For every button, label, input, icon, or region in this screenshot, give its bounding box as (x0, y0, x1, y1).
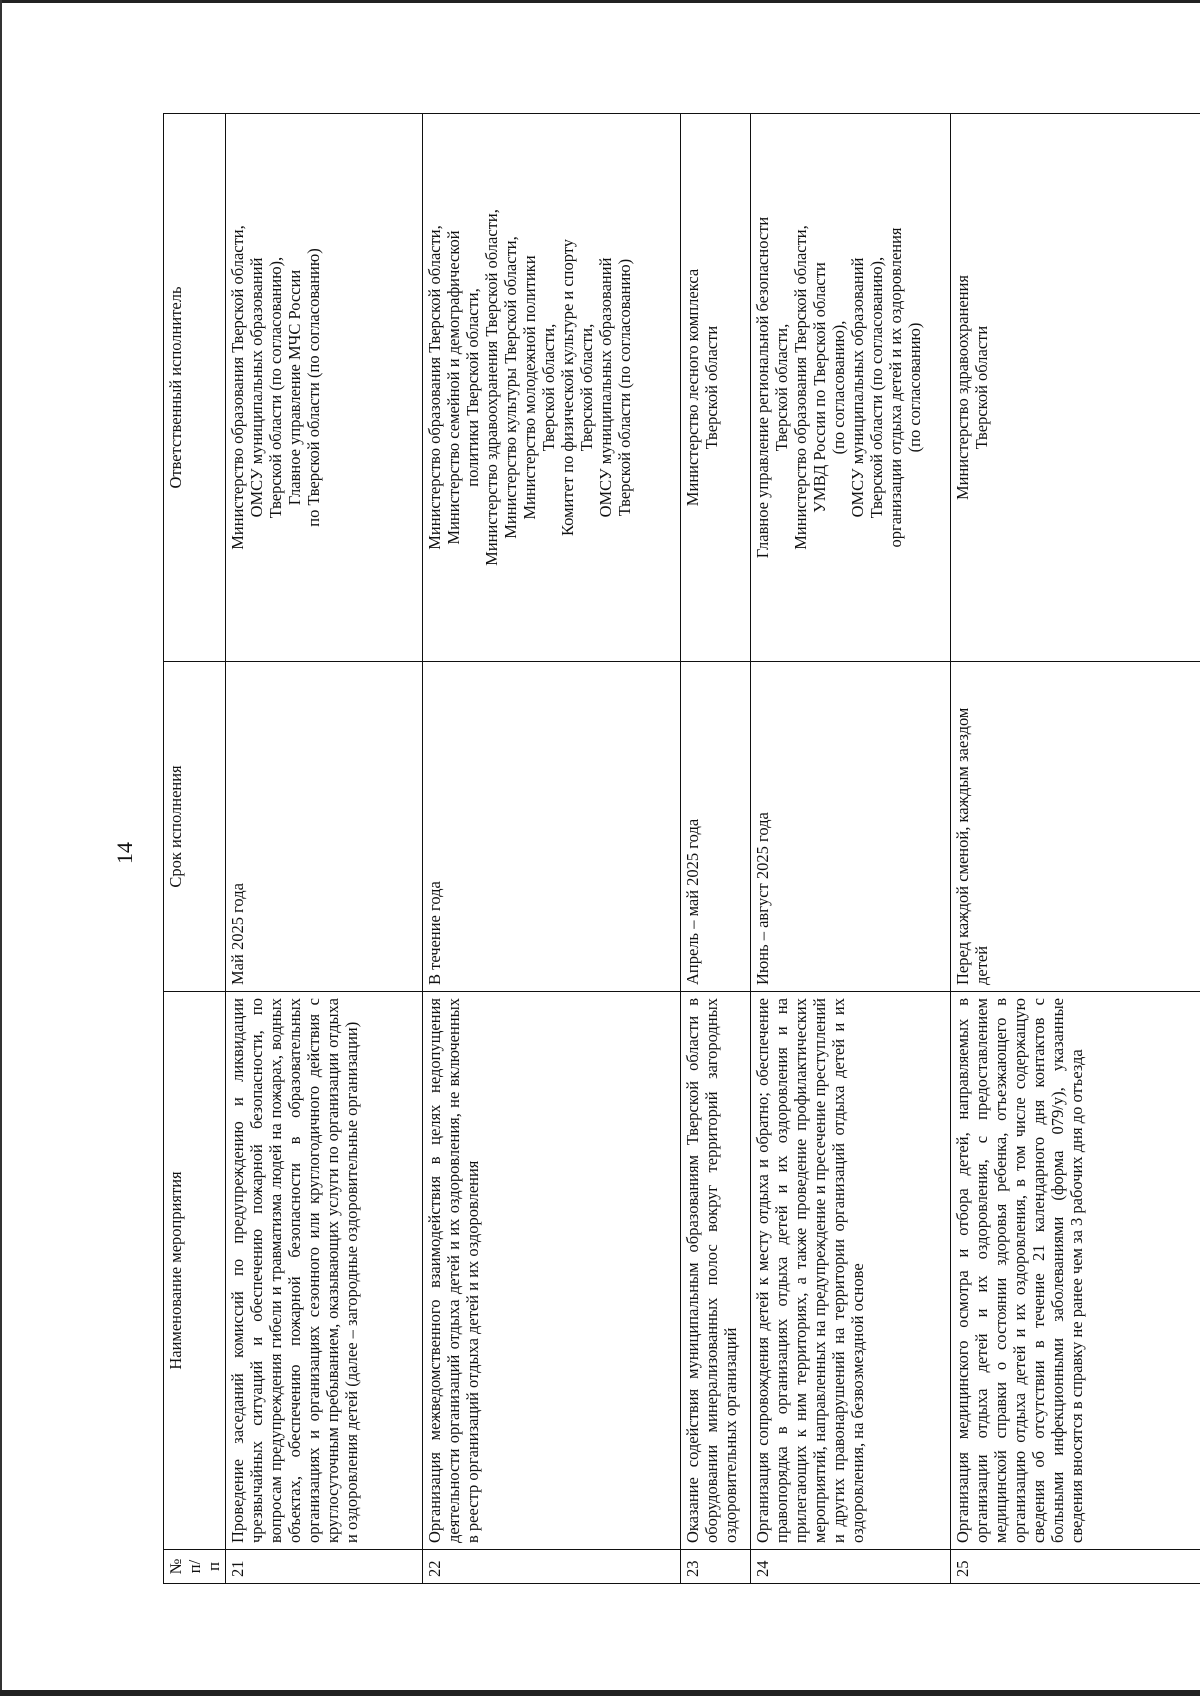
table-row (951, 114, 1200, 1584)
row-deadline: В течение года (423, 662, 681, 992)
row-number: 25 (951, 1550, 1200, 1584)
events-table (163, 113, 1200, 1584)
row-number: 24 (751, 1550, 951, 1584)
header-responsible: Ответственный исполнитель (164, 114, 226, 662)
table-row (423, 114, 681, 1584)
row-responsible: Главное управление региональной безопасности Тверской области, Министерство образования Тверской области, УМВД России по Тверской области (по согласованию), ОМСУ муниципальных образований Тверской области (по согласованию), организации отдыха детей и их оздоровления (по согласованию) (751, 114, 951, 662)
row-name: Организация медицинского осмотра и отбора детей, направляемых в организации отдыха детей и их оздоровления, с предоставлением медицинской справки о состоянии здоровья ребенка, отъезжающего в организацию отдыха детей и их оздоровления, в том числе содержащую сведения об отсутствии в течение 21 календарного дня контактов с больными инфекционными заболеваниями (форма 079/у), указанные сведения вносятся в справку не ранее чем за 3 рабочих дня до отъезда (951, 992, 1200, 1550)
table-row (751, 114, 951, 1584)
row-deadline: Май 2025 года (226, 662, 423, 992)
header-name: Наименование мероприятия (164, 992, 226, 1550)
row-responsible: Министерство лесного комплекса Тверской области (681, 114, 751, 662)
row-deadline: Перед каждой сменой, каждым заездом детей (951, 662, 1200, 992)
row-deadline: Апрель – май 2025 года (681, 662, 751, 992)
row-name: Организация сопровождения детей к месту отдыха и обратно; обеспечение правопорядка в организациях отдыха детей и их оздоровления и на прилегающих к ним территориях, а также проведение профилактических мероприятий, направленных на предупреждение и пресечение преступлений и других правонарушений на территории организаций отдыха детей и их оздоровления, на безвозмездной основе (751, 992, 951, 1550)
header-number: № п/п (164, 1550, 226, 1584)
table-row (226, 114, 423, 1584)
scan-edge-bottom (0, 1690, 1200, 1696)
scan-edge-left (0, 0, 2, 1696)
row-deadline: Июнь – август 2025 года (751, 662, 951, 992)
scan-edge-top (0, 0, 1200, 3)
row-responsible: Министерство образования Тверской области, Министерство семейной и демографической политики Тверской области, Министерство здравоохранения Тверской области, Министерство культуры Тверской области, Министерство молодежной политики Тверской области, Комитет по физической культуре и спорту Тверской области, ОМСУ муниципальных образований Тверской области (по согласованию) (423, 114, 681, 662)
table-row (681, 114, 751, 1584)
header-deadline: Срок исполнения (164, 662, 226, 992)
row-number: 21 (226, 1550, 423, 1584)
row-responsible: Министерство здравоохранения Тверской области (951, 114, 1200, 662)
row-name: Проведение заседаний комиссий по предупреждению и ликвидации чрезвычайных ситуаций и обеспечению пожарной безопасности, по вопросам предупреждения гибели и травматизма людей на пожарах, водных объектах, обеспечению пожарной безопасности в образовательных организациях и организациях сезонного или круглогодичного действия с круглосуточным пребыванием, оказывающих услуги по организации отдыха и оздоровления детей (далее – загородные оздоровительные организации) (226, 992, 423, 1550)
row-number: 23 (681, 1550, 751, 1584)
page-number: 14 (112, 842, 137, 864)
row-name: Оказание содействия муниципальным образованиям Тверской области в оборудовании минерализованных полос вокруг территорий загородных оздоровительных организаций (681, 992, 751, 1550)
row-responsible: Министерство образования Тверской области, ОМСУ муниципальных образований Тверской области (по согласованию), Главное управление МЧС России по Тверской области (по согласованию) (226, 114, 423, 662)
table-header-row (164, 114, 226, 1584)
row-number: 22 (423, 1550, 681, 1584)
row-name: Организация межведомственного взаимодействия в целях недопущения деятельности организаций отдыха детей и их оздоровления, не включенных в реестр организаций отдыха детей и их оздоровления (423, 992, 681, 1550)
